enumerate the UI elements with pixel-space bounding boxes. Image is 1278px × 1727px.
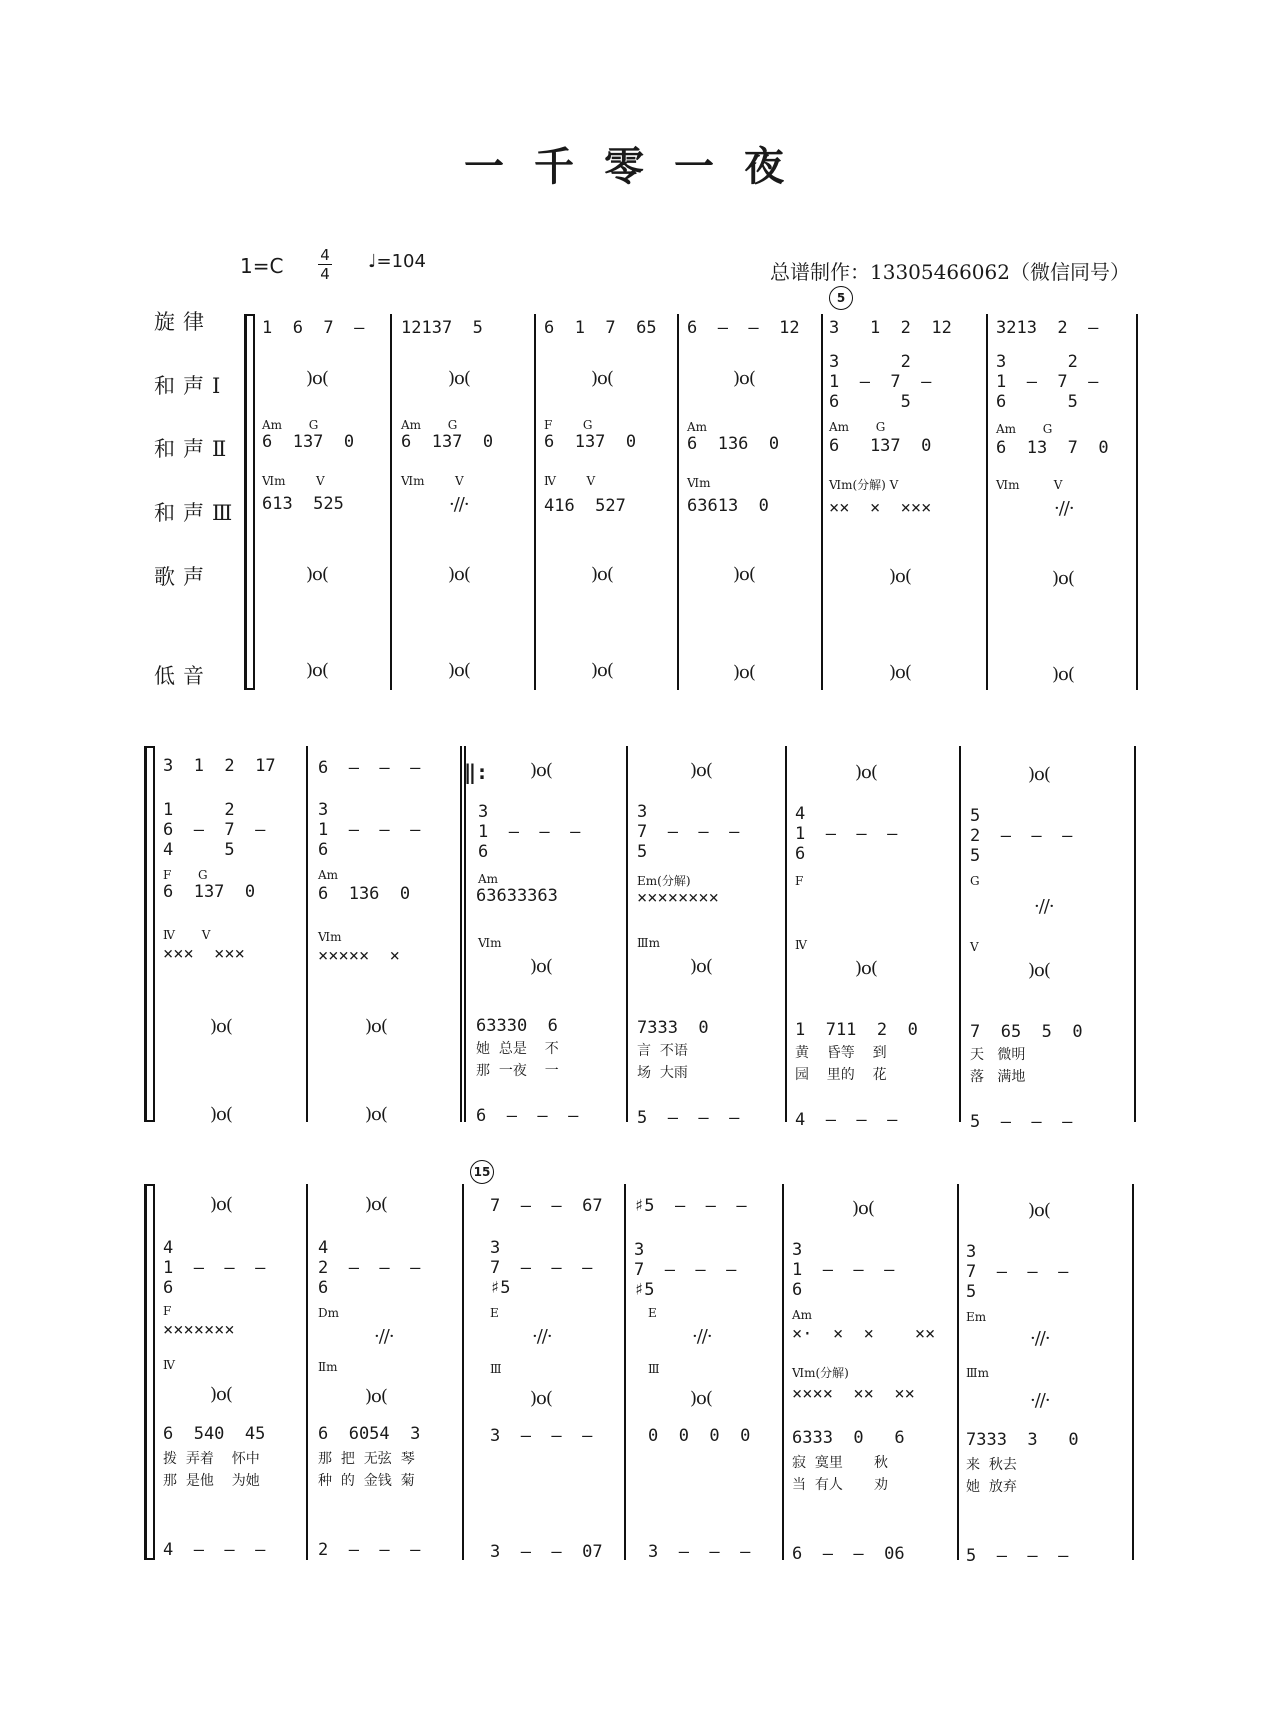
time-signature-top: 4 <box>320 246 330 264</box>
barline <box>959 746 961 1122</box>
simile-mark: ·//· <box>449 494 469 515</box>
rehearsal-mark-5: 5 <box>829 286 853 310</box>
lyric-verse2-m10: 场 大雨 <box>637 1065 688 1081</box>
vocal-m14: 6 6054 3 <box>318 1424 421 1444</box>
rest-symbol: )o( <box>530 760 552 781</box>
rest-symbol: )o( <box>855 958 877 979</box>
melody-m7: 3 1 2 17 <box>163 756 276 776</box>
part-label-harmony1: 和声Ⅰ <box>154 374 229 398</box>
chord-label: Em(分解) <box>637 874 691 888</box>
harmony1-m10: 3 7 – – – 5 <box>637 802 740 862</box>
lyric-verse2-m11: 园 里的 花 <box>795 1067 887 1083</box>
lyric-verse1-m10: 言 不语 <box>637 1043 688 1059</box>
part-label-bass: 低音 <box>154 664 212 688</box>
rest-symbol: )o( <box>591 368 613 389</box>
lyric-verse1-m11: 黄 昏等 到 <box>795 1045 887 1061</box>
melody-m3: 6 1 7 65 <box>544 318 657 338</box>
harmony2-m8: 6 136 0 <box>318 884 411 904</box>
barline <box>153 1184 155 1560</box>
rest-symbol: )o( <box>365 1194 387 1215</box>
rest-symbol: )o( <box>448 564 470 585</box>
rest-symbol: )o( <box>448 368 470 389</box>
key-signature: 1=C <box>240 254 284 278</box>
rest-symbol: )o( <box>852 1198 874 1219</box>
rehearsal-mark-15: 15 <box>470 1160 494 1184</box>
bass-m16: 3 – – – <box>648 1542 751 1562</box>
chord-label: F <box>163 1304 172 1318</box>
system3-bracket <box>144 1184 153 1560</box>
vocal-m13: 6 540 45 <box>163 1424 266 1444</box>
harmony2-m2: 6 137 0 <box>401 432 494 452</box>
chord-label: Am G <box>996 422 1053 436</box>
part-label-melody: 旋律 <box>154 310 212 334</box>
bass-m15: 3 – – 07 <box>490 1542 603 1562</box>
bass-m11: 4 – – – <box>795 1110 898 1130</box>
harmony2-m17: ×· × × ×× <box>792 1324 936 1344</box>
harmony1-m12: 5 2 – – – 5 <box>970 806 1073 866</box>
chord-label: E <box>648 1306 657 1320</box>
page-title: 一千零一夜 <box>464 143 814 190</box>
part-label-vocal: 歌声 <box>154 565 212 589</box>
chord-label: Ⅵm <box>478 936 502 950</box>
melody-m8: 6 – – – <box>318 758 421 778</box>
barline <box>782 1184 784 1560</box>
melody-m2: 12137 5 <box>401 318 483 338</box>
chord-label: Ⅳ <box>163 1358 175 1372</box>
chord-label: E <box>490 1306 499 1320</box>
barline <box>153 746 155 1122</box>
melody-m16: ♯5 – – – <box>634 1196 747 1216</box>
chord-label: Ⅵm Ⅴ <box>262 474 325 488</box>
melody-m15: 7 – – 67 <box>490 1196 603 1216</box>
harmony1-m14: 4 2 – – – 6 <box>318 1238 421 1298</box>
lyric-verse1-m14: 那 把 无弦 琴 <box>318 1451 415 1467</box>
chord-label: Ⅳ Ⅴ <box>163 928 211 942</box>
lyric-verse1-m9: 她 总是 不 <box>476 1041 559 1057</box>
harmony3-m7: ××× ××× <box>163 944 245 964</box>
bass-m17: 6 – – 06 <box>792 1544 905 1564</box>
harmony2-m9: 63633363 <box>476 886 558 906</box>
rest-symbol: )o( <box>530 956 552 977</box>
simile-mark: ·//· <box>374 1326 394 1347</box>
harmony2-m6: 6 13 7 0 <box>996 438 1109 458</box>
harmony3-m3: 416 527 <box>544 496 626 516</box>
chord-label: F <box>795 874 804 888</box>
harmony3-m1: 613 525 <box>262 494 344 514</box>
rest-symbol: )o( <box>1028 764 1050 785</box>
rest-symbol: )o( <box>448 660 470 681</box>
rest-symbol: )o( <box>733 368 755 389</box>
simile-mark: ·//· <box>1054 498 1074 519</box>
chord-label: G <box>970 874 980 888</box>
harmony3-m4: 63613 0 <box>687 496 769 516</box>
vocal-m17: 6333 0 6 <box>792 1428 905 1448</box>
vocal-m16: 0 0 0 0 <box>648 1426 751 1446</box>
rest-symbol: )o( <box>210 1016 232 1037</box>
lyric-verse2-m17: 当 有人 劝 <box>792 1477 889 1493</box>
lyric-verse2-m13: 那 是他 为她 <box>163 1473 260 1489</box>
harmony1-m13: 4 1 – – – 6 <box>163 1238 266 1298</box>
rest-symbol: )o( <box>733 662 755 683</box>
harmony2-m5: 6 137 0 <box>829 436 932 456</box>
time-signature-bottom: 4 <box>318 264 332 283</box>
chord-label: Ⅱm <box>318 1360 338 1374</box>
barline <box>253 314 255 690</box>
harmony1-m9: 3 1 – – – 6 <box>478 802 581 862</box>
system2-bracket <box>144 746 153 1122</box>
time-signature <box>318 246 332 283</box>
lyric-verse2-m9: 那 一夜 一 <box>476 1063 559 1079</box>
chord-label: Am <box>687 420 708 434</box>
barline <box>462 1184 464 1560</box>
harmony2-m13: ××××××× <box>163 1320 235 1340</box>
harmony1-m7: 1 2 6 – 7 – 4 5 <box>163 800 266 860</box>
lyric-verse1-m12: 天 微明 <box>970 1047 1026 1063</box>
barline <box>785 746 787 1122</box>
simile-mark: ·//· <box>532 1326 552 1347</box>
chord-label: Ⅲm <box>637 936 660 950</box>
barline <box>306 1184 308 1560</box>
barline <box>464 746 466 1122</box>
bass-m14: 2 – – – <box>318 1540 421 1560</box>
lyric-verse1-m13: 拨 弄着 怀中 <box>163 1451 260 1467</box>
part-label-harmony2: 和声Ⅱ <box>154 437 235 461</box>
rest-symbol: )o( <box>306 660 328 681</box>
melody-m4: 6 – – 12 <box>687 318 800 338</box>
rest-symbol: )o( <box>690 760 712 781</box>
harmony1-m17: 3 1 – – – 6 <box>792 1240 895 1300</box>
chord-label: F G <box>163 868 208 882</box>
harmony2-m3: 6 137 0 <box>544 432 637 452</box>
tempo-marking: ♩=104 <box>368 251 426 272</box>
barline <box>1134 746 1136 1122</box>
chord-label: Ⅵm Ⅴ <box>401 474 464 488</box>
chord-label: Ⅴ <box>970 940 979 954</box>
rest-symbol: )o( <box>855 762 877 783</box>
chord-label: Ⅵm Ⅴ <box>996 478 1063 492</box>
rest-symbol: )o( <box>690 1388 712 1409</box>
rest-symbol: )o( <box>365 1386 387 1407</box>
lyric-verse2-m14: 种 的 金钱 菊 <box>318 1473 415 1489</box>
rest-symbol: )o( <box>1028 1200 1050 1221</box>
barline <box>534 314 536 690</box>
chord-label: Am <box>792 1308 813 1322</box>
harmony1-m5: 3 2 1 – 7 – 6 5 <box>829 352 932 412</box>
barline <box>626 746 628 1122</box>
barline <box>677 314 679 690</box>
lyric-verse2-m18: 她 放弃 <box>966 1479 1017 1495</box>
chord-label: Em <box>966 1310 987 1324</box>
bass-m10: 5 – – – <box>637 1108 740 1128</box>
barline <box>306 746 308 1122</box>
vocal-m18: 7333 3 0 <box>966 1430 1079 1450</box>
vocal-m11: 1 711 2 0 <box>795 1020 918 1040</box>
harmony1-m18: 3 7 – – – 5 <box>966 1242 1069 1302</box>
rest-symbol: )o( <box>889 566 911 587</box>
bass-m12: 5 – – – <box>970 1112 1073 1132</box>
part-label-harmony3: 和声Ⅲ <box>154 501 241 525</box>
simile-mark: ·//· <box>1030 1390 1050 1411</box>
harmony3-m17: ×××× ×× ×× <box>792 1384 915 1404</box>
chord-label: Ⅵm(分解) <box>792 1366 849 1380</box>
rest-symbol: )o( <box>365 1016 387 1037</box>
score-credit: 总谱制作：13305466062（微信同号） <box>770 260 1130 284</box>
simile-mark: ·//· <box>692 1326 712 1347</box>
bass-m13: 4 – – – <box>163 1540 266 1560</box>
barline <box>390 314 392 690</box>
chord-label: Ⅲm <box>966 1366 989 1380</box>
lyric-verse1-m17: 寂 寞里 秋 <box>792 1455 889 1471</box>
harmony2-m1: 6 137 0 <box>262 432 355 452</box>
barline <box>1132 1184 1134 1560</box>
barline <box>624 1184 626 1560</box>
harmony1-m6: 3 2 1 – 7 – 6 5 <box>996 352 1099 412</box>
chord-label: Ⅵm(分解) Ⅴ <box>829 478 899 492</box>
harmony2-m7: 6 137 0 <box>163 882 256 902</box>
chord-label: Ⅳ <box>795 938 807 952</box>
melody-m1: 1 6 7 – <box>262 318 365 338</box>
rest-symbol: )o( <box>1028 960 1050 981</box>
lyric-verse2-m12: 落 满地 <box>970 1069 1026 1085</box>
bass-m18: 5 – – – <box>966 1546 1069 1566</box>
barline <box>821 314 823 690</box>
harmony1-m11: 4 1 – – – 6 <box>795 804 898 864</box>
chord-label: Ⅳ Ⅴ <box>544 474 596 488</box>
harmony2-m4: 6 136 0 <box>687 434 780 454</box>
barline <box>460 746 462 1122</box>
rest-symbol: )o( <box>1052 568 1074 589</box>
rest-symbol: )o( <box>1052 664 1074 685</box>
rest-symbol: )o( <box>210 1384 232 1405</box>
harmony1-m16: 3 7 – – – ♯5 <box>634 1240 737 1300</box>
melody-m5: 3 1 2 12 <box>829 318 952 338</box>
chord-label: Ⅵm <box>318 930 342 944</box>
harmony1-m8: 3 1 – – – 6 <box>318 800 421 860</box>
harmony2-m10: ×××××××× <box>637 888 719 908</box>
chord-label: Am G <box>401 418 458 432</box>
barline <box>986 314 988 690</box>
rest-symbol: )o( <box>591 564 613 585</box>
harmony3-m8: ××××× × <box>318 946 400 966</box>
system1-bracket <box>244 314 253 690</box>
rest-symbol: )o( <box>365 1104 387 1125</box>
vocal-m12: 7 65 5 0 <box>970 1022 1083 1042</box>
rest-symbol: )o( <box>210 1104 232 1125</box>
rest-symbol: )o( <box>591 660 613 681</box>
harmony3-m5: ×× × ××× <box>829 498 932 518</box>
simile-mark: ·//· <box>1030 1328 1050 1349</box>
rest-symbol: )o( <box>210 1194 232 1215</box>
barline <box>1136 314 1138 690</box>
chord-label: Am <box>478 872 499 886</box>
chord-label: Ⅵm <box>687 476 711 490</box>
chord-label: F G <box>544 418 593 432</box>
rest-symbol: )o( <box>306 368 328 389</box>
rest-symbol: )o( <box>889 662 911 683</box>
chord-label: Am G <box>829 420 886 434</box>
bass-m9: 6 – – – <box>476 1106 579 1126</box>
harmony1-m15: 3 7 – – – ♯5 <box>490 1238 593 1298</box>
vocal-m15: 3 – – – <box>490 1426 593 1446</box>
rest-symbol: )o( <box>306 564 328 585</box>
rest-symbol: )o( <box>690 956 712 977</box>
vocal-m9: 63330 6 <box>476 1016 558 1036</box>
lyric-verse1-m18: 来 秋去 <box>966 1457 1017 1473</box>
chord-label: Am <box>318 868 339 882</box>
chord-label: Ⅲ <box>490 1362 502 1376</box>
rest-symbol: )o( <box>733 564 755 585</box>
vocal-m10: 7333 0 <box>637 1018 709 1038</box>
barline <box>957 1184 959 1560</box>
chord-label: Ⅲ <box>648 1362 660 1376</box>
melody-m6: 3213 2 – <box>996 318 1099 338</box>
chord-label: Am G <box>262 418 319 432</box>
chord-label: Dm <box>318 1306 339 1320</box>
rest-symbol: )o( <box>530 1388 552 1409</box>
simile-mark: ·//· <box>1034 896 1054 917</box>
repeat-start: ‖: <box>464 760 489 784</box>
